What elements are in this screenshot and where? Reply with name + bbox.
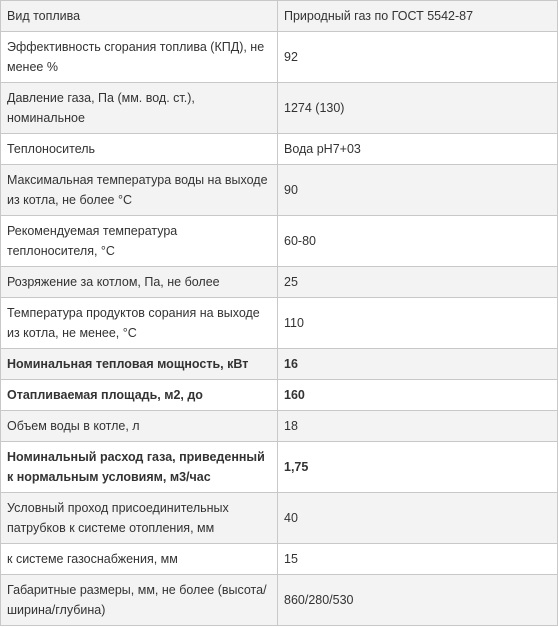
row-value: Вода рН7+03 (278, 134, 558, 165)
row-value: 860/280/530 (278, 575, 558, 626)
row-label: Теплоноситель (1, 134, 278, 165)
row-label: Условный проход присоединительных патрубков к системе отопления, мм (1, 493, 278, 544)
row-label: Номинальный расход газа, приведенный к нормальным условиям, м3/час (1, 442, 278, 493)
table-row (1, 32, 558, 83)
table-row (1, 380, 558, 411)
table-row (1, 298, 558, 349)
row-value: 110 (278, 298, 558, 349)
row-value: 18 (278, 411, 558, 442)
row-value: 1274 (130) (278, 83, 558, 134)
row-label: Отапливаемая площадь, м2, до (1, 380, 278, 411)
row-value: Природный газ по ГОСТ 5542-87 (278, 1, 558, 32)
row-label: Номинальная тепловая мощность, кВт (1, 349, 278, 380)
row-value: 160 (278, 380, 558, 411)
table-row (1, 165, 558, 216)
row-value: 1,75 (278, 442, 558, 493)
table-row (1, 349, 558, 380)
row-value: 16 (278, 349, 558, 380)
row-value: 40 (278, 493, 558, 544)
row-label: Давление газа, Па (мм. вод. ст.), номинальное (1, 83, 278, 134)
table-row (1, 411, 558, 442)
table-row (1, 216, 558, 267)
table-row (1, 1, 558, 32)
specifications-table-body (1, 1, 558, 626)
row-value: 25 (278, 267, 558, 298)
row-label: Габаритные размеры, мм, не более (высота/ширина/глубина) (1, 575, 278, 626)
table-row (1, 442, 558, 493)
table-row (1, 544, 558, 575)
row-value: 60-80 (278, 216, 558, 267)
table-row (1, 493, 558, 544)
row-label: Максимальная температура воды на выходе из котла, не более °С (1, 165, 278, 216)
table-row (1, 267, 558, 298)
row-label: Рекомендуемая температура теплоносителя, °С (1, 216, 278, 267)
row-label: Эффективность сгорания топлива (КПД), не менее % (1, 32, 278, 83)
row-value: 90 (278, 165, 558, 216)
row-label: Температура продуктов сорания на выходе из котла, не менее, °С (1, 298, 278, 349)
row-label: Розряжение за котлом, Па, не более (1, 267, 278, 298)
row-value: 15 (278, 544, 558, 575)
row-label: к системе газоснабжения, мм (1, 544, 278, 575)
table-row (1, 575, 558, 626)
row-label: Объем воды в котле, л (1, 411, 278, 442)
table-row (1, 83, 558, 134)
table-row (1, 134, 558, 165)
row-label: Вид топлива (1, 1, 278, 32)
row-value: 92 (278, 32, 558, 83)
